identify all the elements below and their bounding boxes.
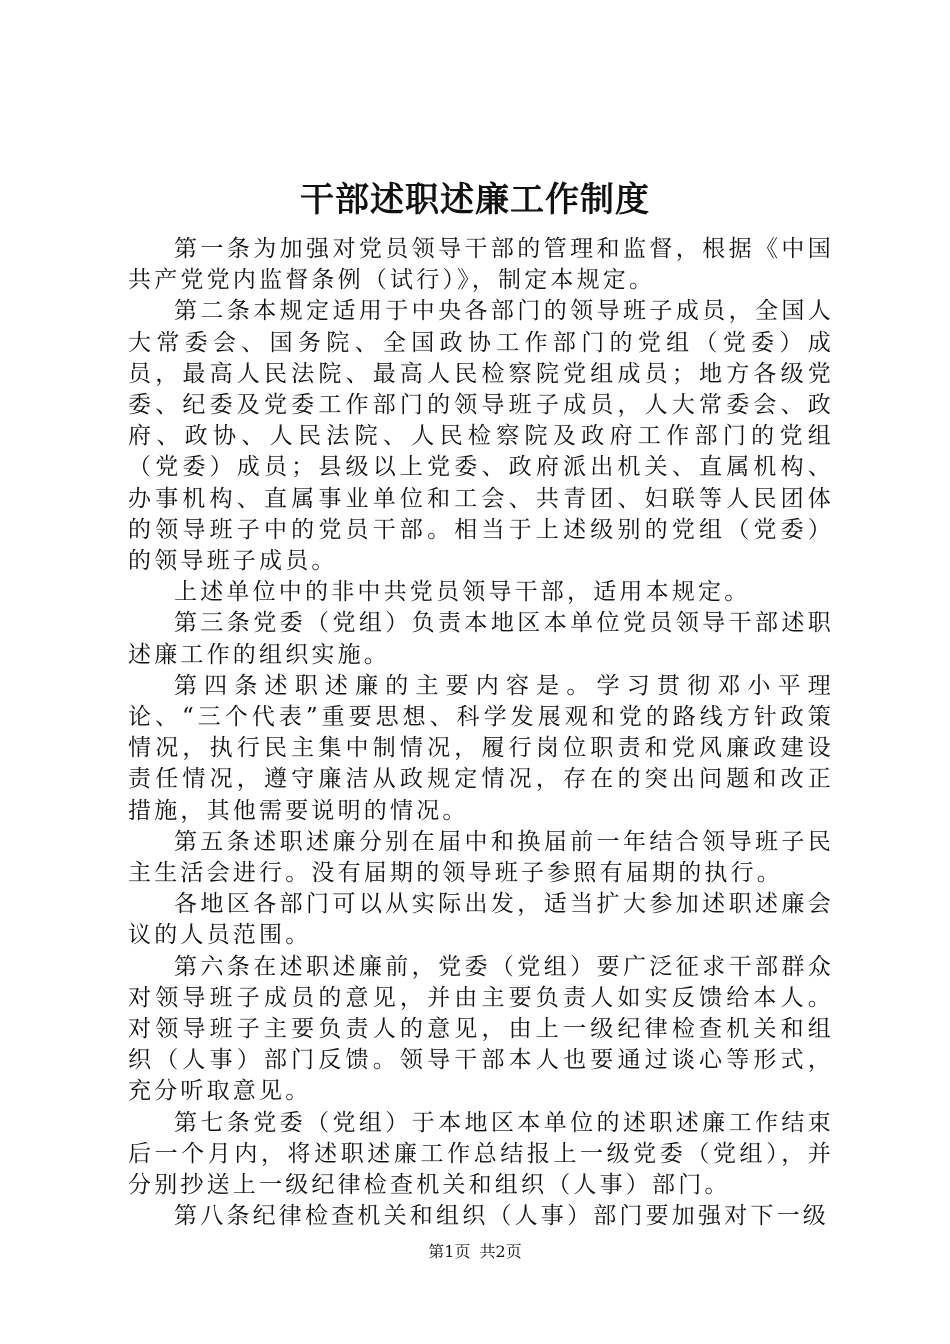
page-total: 共2页 [479,1242,522,1261]
paragraph-article-5: 第五条述职述廉分别在届中和换届前一年结合领导班子民主生活会进行。没有届期的领导班子参照有届期的执行。 [128,828,834,887]
paragraph-article-3: 第三条党委（党组）负责本地区本单位党员领导干部述职述廉工作的组织实施。 [128,610,834,668]
paragraph-article-8: 第八条纪律检查机关和组织（人事）部门要加强对下一级 [174,1203,829,1230]
paragraph-article-7: 第七条党委（党组）于本地区本单位的述职述廉工作结束后一个月内，将述职述廉工作总结报上一级党委（党组），并分别抄送上一级纪律检查机关和组织（人事）部门。 [128,1109,834,1199]
paragraph-scope-note: 上述单位中的非中共党员领导干部，适用本规定。 [174,579,751,606]
paragraph-article-2: 第二条本规定适用于中央各部门的领导班子成员，全国人大常委会、国务院、全国政协工作部门的党组（党委）成员，最高人民法院、最高人民检察院党组成员；地方各级党委、纪委及党委工作部门的领导班子成员，人大常委会、政府、政协、人民法院、人民检察院及政府工作部门的党组（党委）成员；县级以上党委、政府派出机关、直属机构、办事机构、直属事业单位和工会、共青团、妇联等人民团体的领导班子中的党员干部。相当于上述级别的党组（党委）的领导班子成员。 [128,298,834,575]
paragraph-article-4: 第四条述职述廉的主要内容是。学习贯彻邓小平理论、“三个代表”重要思想、科学发展观和党的路线方针政策情况，执行民主集中制情况，履行岗位职责和党风廉政建设责任情况，遵守廉洁从政规定情况，存在的突出问题和改正措施，其他需要说明的情况。 [128,672,834,824]
document-body [128,234,834,1233]
page-footer [0,1242,950,1261]
document-title: 干部述职述廉工作制度 [300,180,650,220]
paragraph-article-6: 第六条在述职述廉前，党委（党组）要广泛征求干部群众对领导班子成员的意见，并由主要负责人如实反馈给本人。对领导班子主要负责人的意见，由上一级纪律检查机关和组织（人事）部门反馈。领导干部本人也要通过谈心等形式，充分听取意见。 [128,953,834,1105]
page-number: 第1页 [428,1242,471,1261]
paragraph-meeting-scope: 各地区各部门可以从实际出发，适当扩大参加述职述廉会议的人员范围。 [128,891,834,949]
paragraph-article-1: 第一条为加强对党员领导干部的管理和监督，根据《中国共产党党内监督条例（试行）》，制定本规定。 [128,236,834,294]
